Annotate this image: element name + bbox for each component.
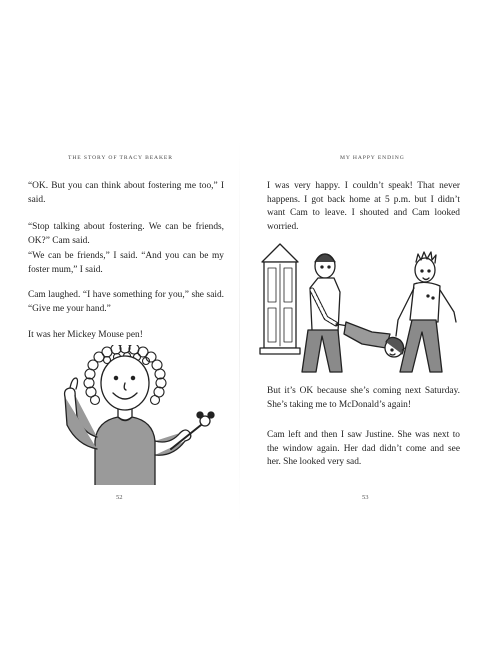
paragraph: Cam laughed. “I have something for you,” she said. “Give me your hand.” (28, 290, 224, 314)
paragraph: I was very happy. I couldn’t speak! That never happens. I got back home at 5 p.m. but I didn’t want Cam to leave. I shouted and Cam looked worried. (267, 181, 460, 232)
paragraph: Cam left and then I saw Justine. She was next to the window again. Her dad didn’t come and see her. She looked very sad. (267, 430, 460, 467)
paragraph: “Stop talking about fostering. We can be friends, OK?” Cam said. (28, 222, 224, 246)
paragraph: It was her Mickey Mouse pen! (28, 330, 143, 340)
right-page (240, 0, 480, 658)
running-head-right: MY HAPPY ENDING (340, 155, 405, 161)
page-number-right: 53 (362, 494, 369, 501)
paragraph: “We can be friends,” I said. “And you can be my foster mum,” I said. (28, 251, 224, 275)
page-number-left: 52 (116, 494, 123, 501)
girl-with-pen-illustration (55, 345, 220, 485)
tug-of-war-illustration (250, 240, 460, 380)
paragraph: But it’s OK because she’s coming next Saturday. She’s taking me to McDonald’s again! (267, 386, 460, 410)
running-head-left: THE STORY OF TRACY BEAKER (68, 155, 173, 161)
paragraph: “OK. But you can think about fostering me too,” I said. (28, 181, 224, 205)
